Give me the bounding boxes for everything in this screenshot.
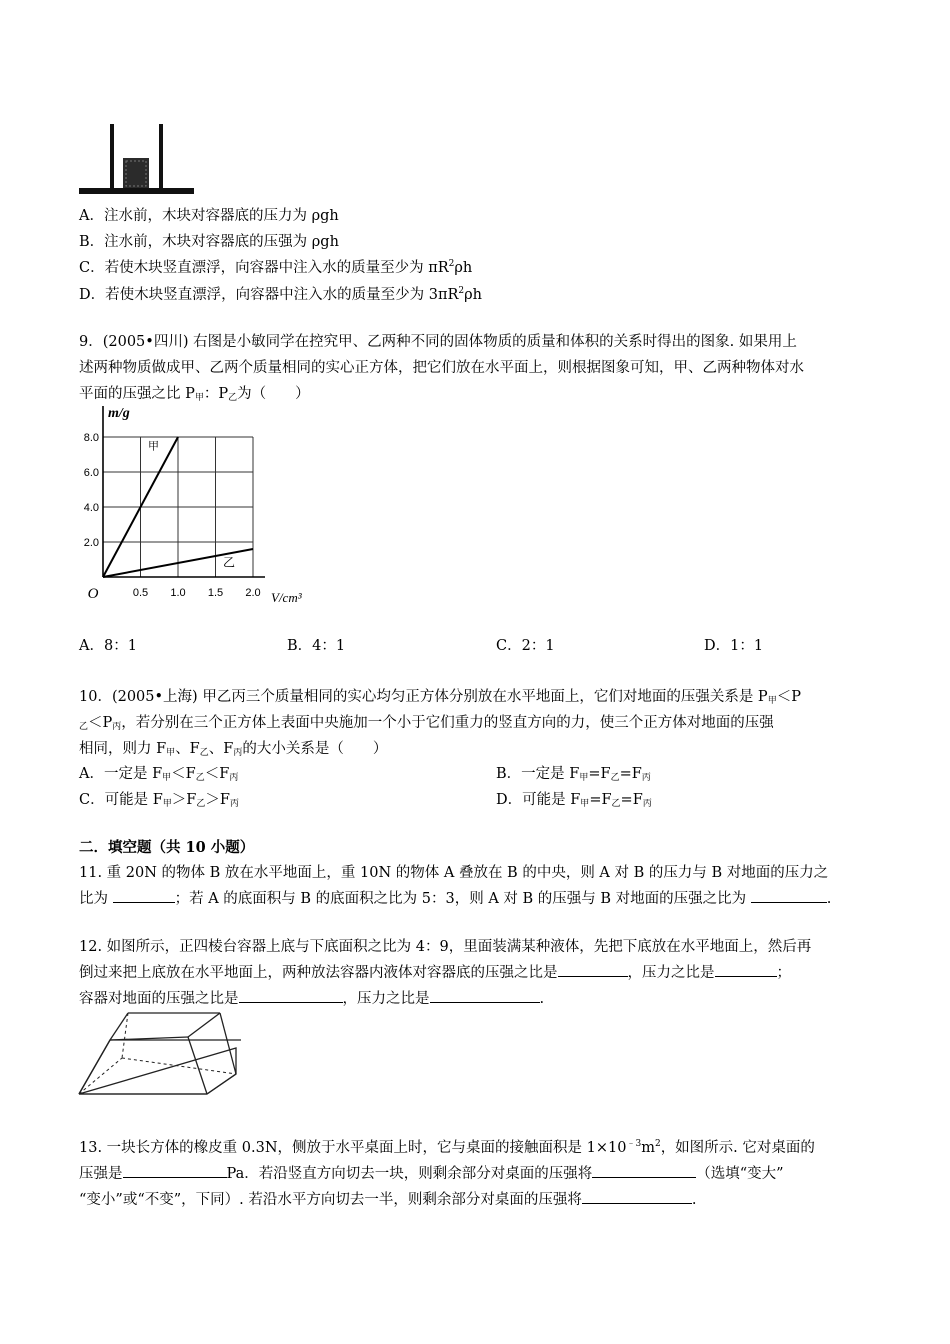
x-axis-label: V/cm³ <box>271 590 302 605</box>
x-tick-label: 1.0 <box>170 587 186 599</box>
q12-blank-2[interactable] <box>715 964 777 977</box>
q13-blank-3[interactable] <box>582 1191 692 1204</box>
y-axis-label: m/g <box>108 406 130 421</box>
q10-line1: 10．(2005•上海) 甲乙丙三个质量相同的实心均匀正方体分别放在水平地面上，它们对地面的压强关系是 $P_甲<P$ <box>79 689 801 706</box>
frustum-figure <box>76 1008 241 1098</box>
q9-line2: 述两种物质做成甲、乙两个质量相同的实心正方体，把它们放在水平面上，则根据图象可知，甲、乙两种物体对水 <box>79 360 804 376</box>
q9-option-c: C．2：1 <box>496 638 555 654</box>
q10-line2: $_乙<P_丙$，若分别在三个正方体上表面中央施加一个小于它们重力的竖直方向的力，使三个正方体对地面的压强 <box>79 715 774 732</box>
q9-line3: 平面的压强之比 $P_甲$：$P_乙$为（ ） <box>79 386 310 403</box>
q9-option-a: A．8：1 <box>79 638 137 654</box>
q13-blank-2[interactable] <box>592 1165 696 1178</box>
y-tick-label: 6.0 <box>83 467 99 479</box>
y-tick-label: 2.0 <box>83 537 99 549</box>
q10-option-b: B．一定是 $F_甲=F_乙=F_丙$ <box>496 766 651 783</box>
q8-option-a: A．注水前，木块对容器底的压力为 ρgh <box>79 208 339 224</box>
q12-blank-3[interactable] <box>239 990 343 1003</box>
q11-blank-2[interactable] <box>751 890 827 903</box>
origin-label: O <box>87 586 99 602</box>
q10-option-a: A．一定是 $F_甲<F_乙<F_丙$ <box>79 766 239 783</box>
q9-option-d: D．1：1 <box>704 638 764 654</box>
y-tick-label: 4.0 <box>83 502 99 514</box>
q9-line1: 9．(2005•四川) 右图是小敏同学在控究甲、乙两种不同的固体物质的质量和体积的关系时得出的图象. 如果用上 <box>79 334 797 350</box>
container-figure <box>79 124 194 196</box>
mass-volume-chart <box>70 400 330 615</box>
q10-line3: 相同，则力 $F_甲$、$F_乙$、$F_丙$的大小关系是（ ） <box>79 741 388 758</box>
q12-blank-1[interactable] <box>558 964 628 977</box>
x-tick-label: 0.5 <box>132 587 149 599</box>
q9-option-b: B．4：1 <box>287 638 346 654</box>
q13-line3: “变小”或“不变”，下同）. 若沿水平方向切去一半，则剩余部分对桌面的压强将 . <box>79 1192 697 1208</box>
q11-line2: 比为 ；若 A 的底面积与 B 的底面积之比为 5：3，则 A 对 B 的压强与 B 对地面的压强之比为 . <box>79 891 832 907</box>
q8-option-d: D．若使木块竖直漂浮，向容器中注入水的质量至少为 $3\pi R^2\rho h$ <box>79 286 483 303</box>
x-tick-label: 1.5 <box>207 587 224 599</box>
y-tick-label: 8.0 <box>83 432 99 444</box>
q11-line1: 11. 重 20N 的物体 B 放在水平地面上，重 10N 的物体 A 叠放在 B 的中央，则 A 对 B 的压力与 B 对地面的压力之 <box>79 865 829 881</box>
q8-option-c: C．若使木块竖直漂浮，向容器中注入水的质量至少为 $\pi R^2\rho h$ <box>79 259 473 276</box>
q8-option-b: B．注水前，木块对容器底的压强为 ρgh <box>79 234 339 250</box>
q12-blank-4[interactable] <box>430 990 540 1003</box>
q12-line3: 容器对地面的压强之比是 ，压力之比是 . <box>79 991 545 1007</box>
q10-option-c: C．可能是 $F_甲>F_乙>F_丙$ <box>79 792 239 809</box>
q11-blank-1[interactable] <box>113 890 175 903</box>
series-label-yi: 乙 <box>223 555 236 570</box>
q12-line1: 12. 如图所示，正四棱台容器上底与下底面积之比为 4：9，里面装满某种液体，先把下底放在水平地面上，然后再 <box>79 939 812 955</box>
q12-line2: 倒过来把上底放在水平地面上，两种放法容器内液体对容器底的压强之比是 ，压力之比是 ； <box>79 965 791 981</box>
q10-option-d: D．可能是 $F_甲=F_乙=F_丙$ <box>496 792 652 809</box>
q13-line2: 压强是 Pa．若沿竖直方向切去一块，则剩余部分对桌面的压强将 （选填“变大” <box>79 1166 784 1182</box>
x-tick-label: 2.0 <box>245 587 261 599</box>
q13-blank-1[interactable] <box>123 1165 227 1178</box>
series-label-jia: 甲 <box>148 439 159 453</box>
q13-line1: 13. 一块长方体的橡皮重 0.3N，侧放于水平桌面上时，它与桌面的接触面积是 $1\times 10^{﹣3}m^2$，如图所示. 它对桌面的 <box>79 1139 815 1156</box>
section-title-fill-blank: 二．填空题（共 10 小题） <box>79 839 255 856</box>
